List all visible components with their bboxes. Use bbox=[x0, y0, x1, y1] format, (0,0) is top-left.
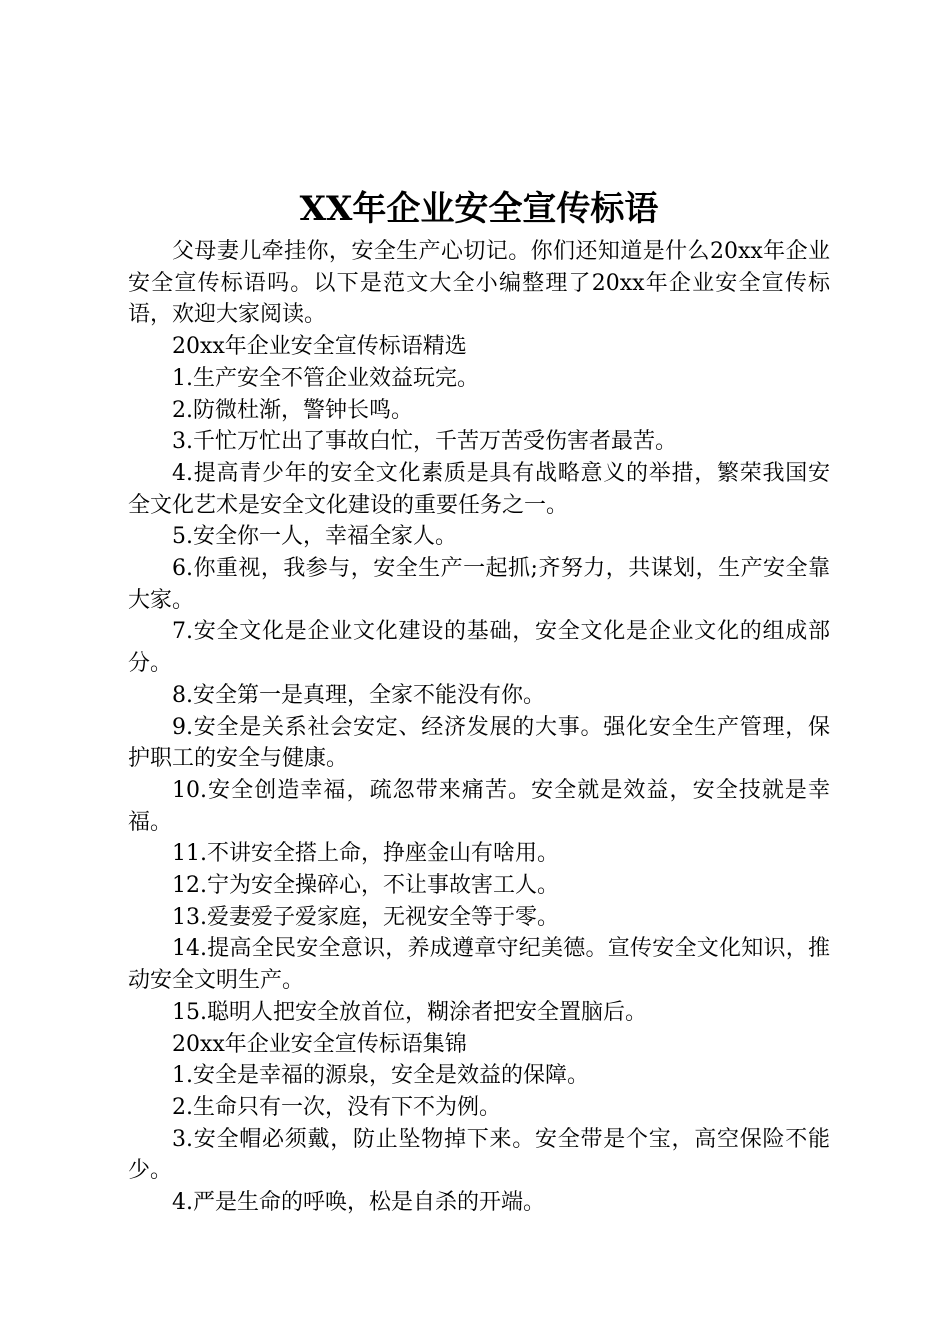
list-item: 15.聪明人把安全放首位，糊涂者把安全置脑后。 bbox=[172, 999, 647, 1025]
list-item: 8.安全第一是真理，全家不能没有你。 bbox=[172, 682, 545, 708]
list-item: 9.安全是关系社会安定、经济发展的大事。强化安全生产管理，保护职工的安全与健康。 bbox=[128, 714, 830, 772]
list-item: 12.宁为安全操碎心，不让事故害工人。 bbox=[172, 873, 559, 899]
list-item: 4.提高青少年的安全文化素质是具有战略意义的举措，繁荣我国安全文化艺术是安全文化建设的重要任务之一。 bbox=[128, 460, 830, 518]
list-item: 2.生命只有一次，没有下不为例。 bbox=[172, 1094, 501, 1120]
section-heading-collection: 20xx年企业安全宣传标语集锦 bbox=[172, 1031, 467, 1057]
list-item: 1.安全是幸福的源泉，安全是效益的保障。 bbox=[172, 1063, 589, 1089]
section-heading-selected: 20xx年企业安全宣传标语精选 bbox=[172, 334, 467, 360]
list-item: 7.安全文化是企业文化建设的基础，安全文化是企业文化的组成部分。 bbox=[128, 619, 830, 677]
list-item: 4.严是生命的呼唤，松是自杀的开端。 bbox=[172, 1190, 545, 1216]
document-body bbox=[128, 236, 830, 1219]
list-item: 11.不讲安全搭上命，挣座金山有啥用。 bbox=[172, 841, 559, 867]
list-item: 10.安全创造幸福，疏忽带来痛苦。安全就是效益，安全技就是幸福。 bbox=[128, 777, 830, 835]
list-item: 1.生产安全不管企业效益玩完。 bbox=[172, 365, 479, 391]
list-item: 13.爱妻爱子爱家庭，无视安全等于零。 bbox=[172, 904, 559, 930]
list-item: 3.千忙万忙出了事故白忙，千苦万苦受伤害者最苦。 bbox=[172, 429, 677, 455]
list-item: 3.安全帽必须戴，防止坠物掉下来。安全带是个宝，高空保险不能少。 bbox=[128, 1126, 830, 1184]
list-item: 5.安全你一人，幸福全家人。 bbox=[172, 524, 457, 550]
paragraph-intro: 父母妻儿牵挂你，安全生产心切记。你们还知道是什么20xx年企业安全宣传标语吗。以下是范文大全小编整理了20xx年企业安全宣传标语，欢迎大家阅读。 bbox=[128, 239, 830, 328]
list-item: 6.你重视，我参与，安全生产一起抓;齐努力，共谋划，生产安全靠大家。 bbox=[128, 556, 830, 613]
list-item: 14.提高全民安全意识，养成遵章守纪美德。宣传安全文化知识，推动安全文明生产。 bbox=[128, 936, 830, 994]
document-page bbox=[128, 186, 830, 1219]
document-title: XX年企业安全宣传标语 bbox=[299, 189, 659, 229]
list-item: 2.防微杜渐，警钟长鸣。 bbox=[172, 397, 413, 423]
